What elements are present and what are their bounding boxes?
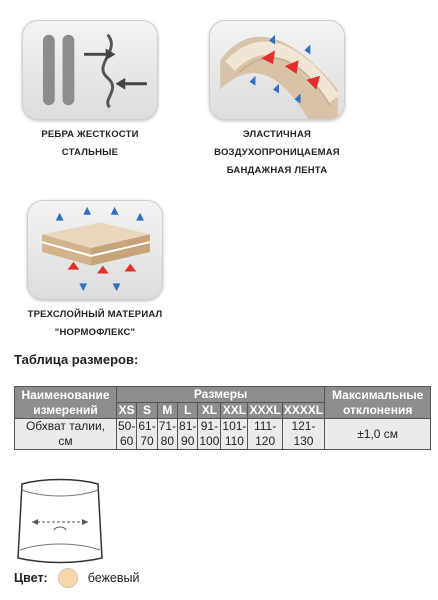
three-layer-material-icon: [27, 200, 163, 300]
header-deviation: [325, 387, 431, 419]
range-high: 120: [255, 434, 276, 448]
range-low: 71-: [158, 419, 177, 433]
feature-three-layer: [10, 200, 180, 342]
size-range-cell: [178, 419, 198, 450]
feature-caption-line: ВОЗДУХОПРОНИЦАЕМАЯ: [214, 147, 340, 158]
size-table-title: Таблица размеров:: [14, 352, 139, 367]
header-sizes: Размеры: [117, 387, 325, 403]
feature-elastic-band: [192, 20, 362, 180]
row-label: [15, 419, 117, 450]
range-low: 81-: [179, 419, 197, 433]
feature-caption-line: СТАЛЬНЫЕ: [61, 147, 119, 158]
size-range-cell: [282, 419, 324, 450]
range-low: 121-: [291, 419, 316, 433]
range-high: 110: [224, 434, 244, 448]
size-label: XS: [117, 403, 137, 419]
size-range-cell: [137, 419, 157, 450]
range-low: 50-: [118, 419, 136, 433]
range-low: 101-: [222, 419, 247, 433]
color-label: Цвет:: [14, 571, 48, 585]
deviation-cell: ±1,0 см: [325, 419, 431, 450]
elastic-band-icon: [209, 20, 345, 120]
color-row: [14, 568, 140, 588]
range-low: 91-: [200, 419, 219, 433]
header-dev-line: отклонения: [342, 402, 413, 417]
range-high: 70: [140, 434, 154, 448]
size-label: XXL: [222, 403, 247, 417]
range-high: 60: [119, 434, 134, 448]
row-label-line: Обхват талии,: [25, 419, 106, 433]
range-low: 61-: [138, 419, 156, 433]
header-name-line: Наименование: [21, 387, 110, 402]
range-high: 100: [199, 434, 220, 448]
size-range-cell: [117, 419, 137, 450]
range-high: 130: [293, 434, 314, 448]
size-range-cell: [198, 419, 221, 450]
size-table: [14, 386, 431, 450]
size-label: XXXL: [249, 403, 281, 417]
header-name: [15, 387, 117, 419]
size-label: M: [157, 403, 177, 419]
range-high: 90: [181, 434, 195, 448]
header-name-line: измерений: [33, 402, 98, 417]
feature-caption-line: БАНДАЖНАЯ ЛЕНТА: [226, 165, 328, 176]
size-range-cell: [157, 419, 177, 450]
feature-caption-line: РЕБРА ЖЕСТКОСТИ: [41, 129, 139, 140]
size-label: XL: [198, 403, 221, 419]
steel-ribs-icon: [22, 20, 158, 120]
feature-caption-line: ТРЕХСЛОЙНЫЙ МАТЕРИАЛ: [27, 309, 163, 320]
range-high: 80: [160, 434, 175, 448]
size-label: S: [137, 403, 157, 419]
range-low: 111-: [253, 419, 277, 433]
size-range-cell: [221, 419, 248, 450]
size-range-cell: [248, 419, 282, 450]
row-label-line: см: [58, 434, 73, 448]
belt-measure-icon: [14, 478, 106, 564]
feature-caption-line: ЭЛАСТИЧНАЯ: [242, 129, 312, 140]
size-label: XXXXL: [283, 403, 324, 417]
header-dev-line: Максимальные: [332, 387, 424, 402]
feature-steel-ribs: [10, 20, 170, 162]
color-value: бежевый: [87, 571, 140, 585]
feature-caption-line: "НОРМОФЛЕКС": [54, 327, 136, 338]
color-swatch: [58, 568, 78, 588]
size-label: L: [178, 403, 198, 419]
